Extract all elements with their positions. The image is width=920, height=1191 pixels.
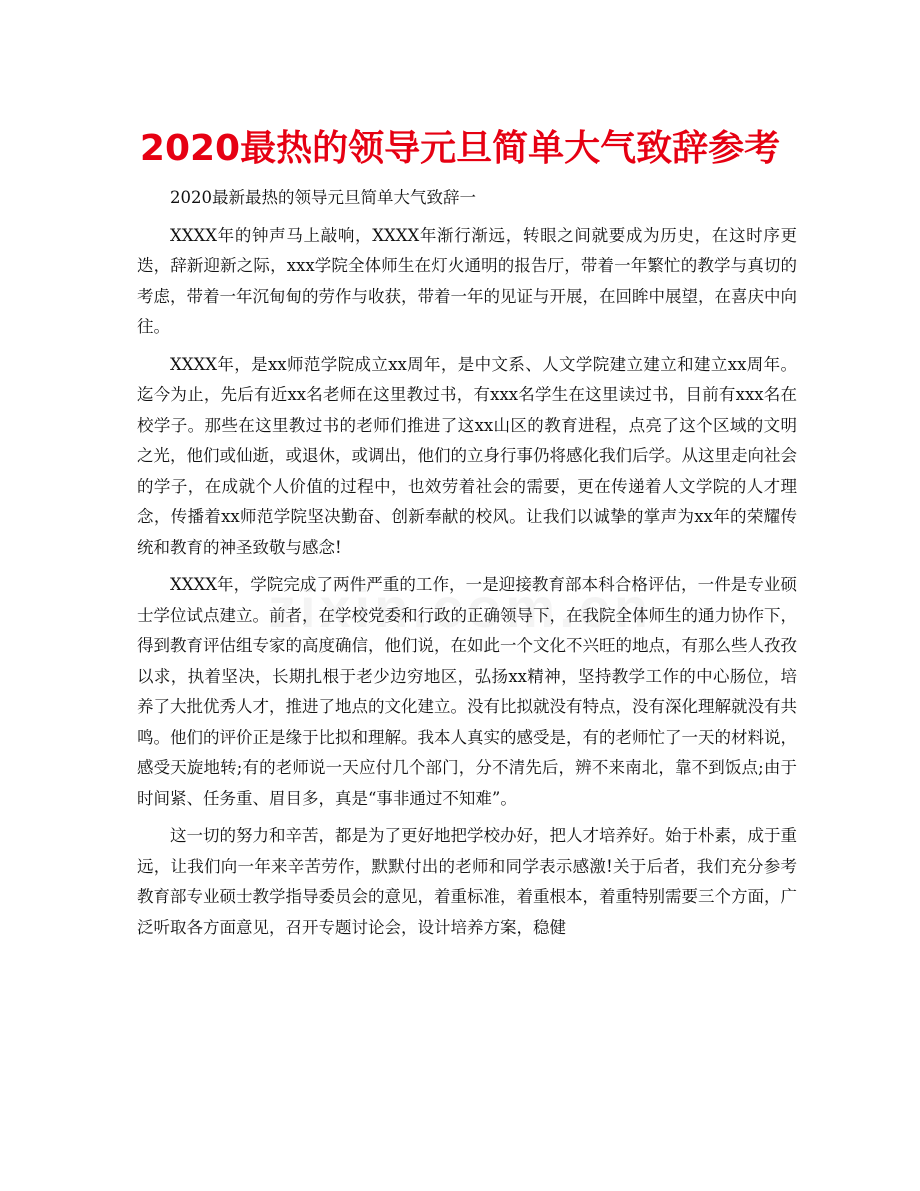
document-subtitle: 2020最新最热的领导元旦简单大气致辞一 [170,188,476,207]
paragraph-4: 这一切的努力和辛苦，都是为了更好地把学校办好，把人才培养好。始于朴素，成于重远，让我们向一年来辛苦劳作，默默付出的老师和同学表示感激!关于后者，我们充分参考教育部专业硕士教学指导委员会的意见，着重标准，着重根本，着重特别需要三个方面，广泛听取各方面意见，召开专题讨论会，设计培养方案，稳健 [137,826,797,937]
document-body [137,183,797,943]
paragraph-3: XXXX年，学院完成了两件严重的工作，一是迎接教育部本科合格评估，一件是专业硕士学位试点建立。前者，在学校党委和行政的正确领导下，在我院全体师生的通力协作下，得到教育评估组专家的高度确信，他们说，在如此一个文化不兴旺的地点，有那么些人孜孜以求，执着坚决，长期扎根于老少边穷地区，弘扬xx精神，坚持教学工作的中心肠位，培养了大批优秀人才，推进了地点的文化建立。没有比拟就没有特点，没有深化理解就没有共鸣。他们的评价正是缘于比拟和理解。我本人真实的感受是，有的老师忙了一天的材料说，感受天旋地转;有的老师说一天应付几个部门，分不清先后，辨不来南北，靠不到饭点;由于时间紧、任务重、眉目多，真是“事非通过不知难”。 [137,575,797,808]
document-title: 2020最热的领导元旦简单大气致辞参考 [139,128,781,169]
paragraph-2: XXXX年，是xx师范学院成立xx周年，是中文系、人文学院建立建立和建立xx周年。迄今为止，先后有近xx名老师在这里教过书，有xxx名学生在这里读过书，目前有xxx名在校学子。那些在这里教过书的老师们推进了这xx山区的教育进程，点亮了这个区域的文明之光，他们或仙逝，或退休，或调出，他们的立身行事仍将感化我们后学。从这里走向社会的学子，在成就个人价值的过程中，也效劳着社会的需要，更在传递着人文学院的人才理念，传播着xx师范学院坚决勤奋、创新奉献的校风。让我们以诚挚的掌声为xx年的荣耀传统和教育的神圣致敬与感念! [137,354,797,557]
paragraph-1: XXXX年的钟声马上敲响，XXXX年渐行渐远，转眼之间就要成为历史，在这时序更迭，辞新迎新之际，xxx学院全体师生在灯火通明的报告厅，带着一年繁忙的教学与真切的考虑，带着一年沉甸甸的劳作与收获，带着一年的见证与开展，在回眸中展望，在喜庆中向往。 [137,225,797,336]
